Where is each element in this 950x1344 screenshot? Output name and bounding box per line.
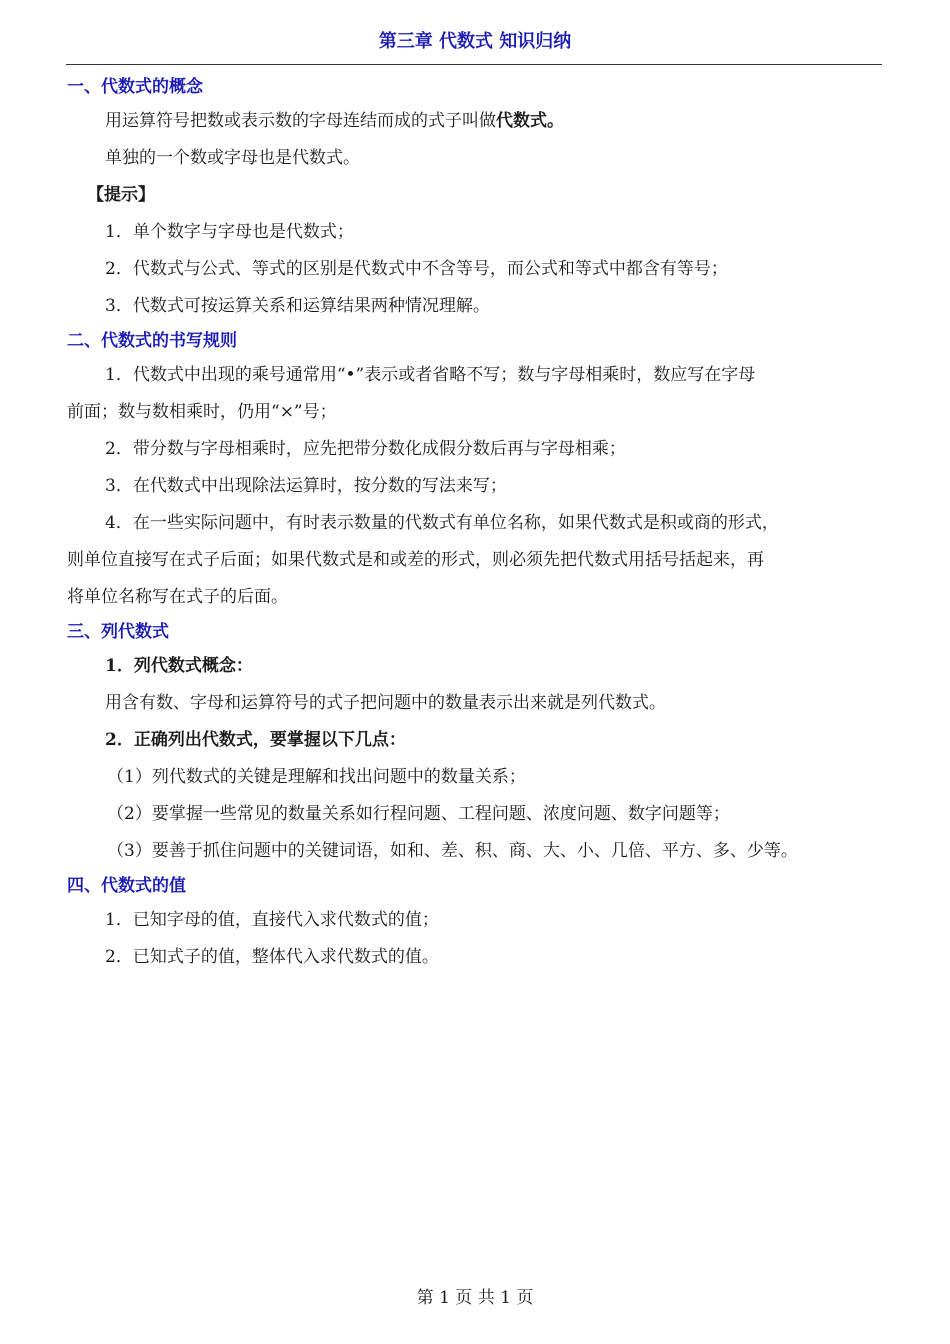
tip-item: 2．代数式与公式、等式的区别是代数式中不含等号，而公式和等式中都含有等号； [105,259,728,279]
page-title: 第三章 代数式 知识归纳 [378,31,572,52]
page-footer: 第 1 页 共 1 页 [416,1288,534,1308]
concept-paragraph-2: 单独的一个数或字母也是代数式。 [105,148,360,168]
rule-line: 则单位直接写在式子后面；如果代数式是和或差的形式，则必须先把代数式用括号括起来，再 [67,550,764,570]
concept-term: 代数式。 [496,111,564,131]
section-heading-writing-rules: 二、代数式的书写规则 [67,331,237,351]
point-item: （2）要掌握一些常见的数量关系如行程问题、工程问题、浓度问题、数字问题等； [107,804,730,824]
rule-line: 将单位名称写在式子的后面。 [67,587,288,607]
rule-item [67,357,883,431]
concept-paragraph [67,103,883,140]
section-heading-value: 四、代数式的值 [67,876,186,896]
rule-item: 3．在代数式中出现除法运算时，按分数的写法来写； [105,476,507,496]
tip-item: 3．代数式可按运算关系和运算结果两种情况理解。 [105,296,490,316]
point-item: （1）列代数式的关键是理解和找出问题中的数量关系； [107,767,526,787]
rule-line: 前面；数与数相乘时，仍用“×”号； [67,402,337,422]
concept-text: 用运算符号把数或表示数的字母连结而成的式子叫做 [105,111,496,131]
rule-item: 2．带分数与字母相乘时，应先把带分数化成假分数后再与字母相乘； [105,439,626,459]
section-heading-concept: 一、代数式的概念 [67,77,203,97]
document-body [67,71,883,976]
value-item: 1．已知字母的值，直接代入求代数式的值； [105,910,439,930]
title-divider [66,64,882,65]
tip-label: 【提示】 [87,185,155,205]
rule-line: 4．在一些实际问题中，有时表示数量的代数式有单位名称，如果代数式是积或商的形式， [105,513,779,533]
rule-item [67,505,883,616]
forming-definition: 用含有数、字母和运算符号的式子把问题中的数量表示出来就是列代数式。 [105,693,666,713]
point-item: （3）要善于抓住问题中的关键词语，如和、差、积、商、大、小、几倍、平方、多、少等。 [107,841,798,861]
subheading: 1．列代数式概念： [105,656,253,676]
value-item: 2．已知式子的值，整体代入求代数式的值。 [105,947,439,967]
rule-line: 1．代数式中出现的乘号通常用“•”表示或者省略不写；数与字母相乘时，数应写在字母 [105,365,756,385]
tip-item: 1．单个数字与字母也是代数式； [105,222,354,242]
section-heading-forming: 三、列代数式 [67,622,169,642]
subheading: 2．正确列出代数式，要掌握以下几点： [105,730,406,750]
